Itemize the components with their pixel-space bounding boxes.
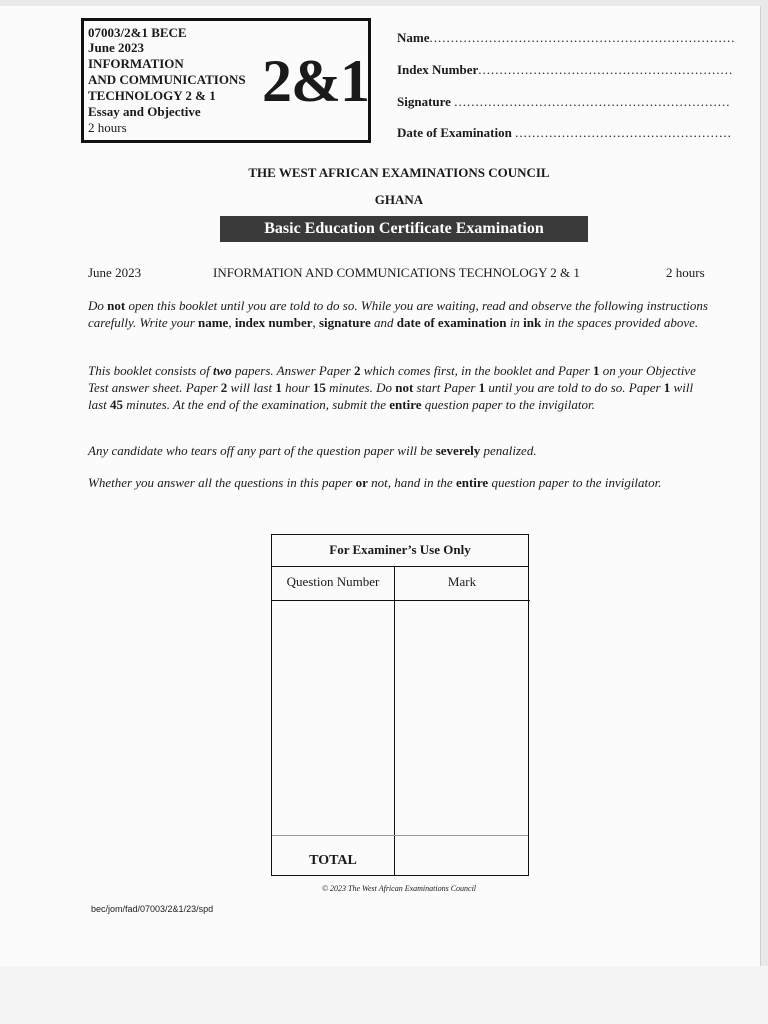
copyright-notice: © 2023 The West African Examinations Council	[321, 884, 477, 893]
exam-subject: INFORMATION AND COMMUNICATIONS TECHNOLOGY 2 & 1	[213, 265, 580, 280]
subject-line-1: INFORMATION	[88, 56, 184, 71]
paper-code-box	[81, 18, 371, 143]
index-number-field[interactable]	[397, 62, 733, 78]
exam-duration: 2 hours	[666, 265, 705, 280]
examiner-table	[271, 534, 529, 876]
background-surface	[0, 966, 768, 1024]
signature-field[interactable]	[397, 94, 730, 110]
name-blank: ........................................................................	[429, 30, 736, 45]
instruction-paragraph-3: Any candidate who tears off any part of the question paper will be severely penalized.	[88, 443, 537, 458]
subject-line-3: TECHNOLOGY 2 & 1	[88, 88, 216, 103]
paper-month: June 2023	[88, 40, 144, 55]
date-of-examination-field[interactable]	[397, 125, 732, 141]
index-number-blank: ............................................................	[478, 62, 734, 77]
date-of-examination-label: Date of Examination	[397, 125, 512, 140]
date-blank: ...................................................	[515, 125, 732, 140]
footer-reference-code: bec/jom/fad/07003/2&1/23/spd	[91, 904, 214, 914]
paper-code: 07003/2&1 BECE	[88, 25, 187, 40]
column-divider	[394, 567, 395, 875]
paper-type: Essay and Objective	[88, 104, 201, 119]
signature-label: Signature	[397, 94, 451, 109]
country-title: GHANA	[374, 192, 424, 207]
paper-duration: 2 hours	[88, 120, 127, 135]
signature-blank: .................................................................	[454, 94, 731, 109]
mark-header: Mark	[394, 567, 530, 601]
name-field[interactable]	[397, 30, 736, 46]
name-label: Name	[397, 30, 430, 45]
council-title: THE WEST AFRICAN EXAMINATIONS COUNCIL	[248, 165, 550, 180]
total-row-divider	[272, 835, 528, 836]
subject-line-2: AND COMMUNICATIONS	[88, 72, 246, 87]
total-label: TOTAL	[309, 853, 357, 868]
question-number-header: Question Number	[272, 567, 394, 601]
exam-banner: Basic Education Certificate Examination	[220, 216, 588, 242]
instruction-paragraph-1: Do not open this booklet until you are told to do so. While you are waiting, read and observe the following instructions carefully. Write your name, index number, signature and date of examination in ink in the spaces provided above.	[88, 298, 708, 330]
instruction-paragraph-2: This booklet consists of two papers. Answer Paper 2 which comes first, in the booklet and Paper 1 on your Objective Test answer sheet. Paper 2 will last 1 hour 15 minutes. Do not start Paper 1 until you are told to do so. Paper 1 will last 45 minutes. At the end of the examination, submit the entire question paper to the invigilator.	[88, 363, 696, 412]
index-number-label: Index Number	[397, 62, 479, 77]
examiner-table-title: For Examiner’s Use Only	[272, 535, 528, 567]
exam-date: June 2023	[88, 265, 142, 280]
big-paper-number: 2&1	[262, 48, 369, 114]
instruction-paragraph-4: Whether you answer all the questions in this paper or not, hand in the entire question paper to the invigilator.	[88, 475, 662, 490]
